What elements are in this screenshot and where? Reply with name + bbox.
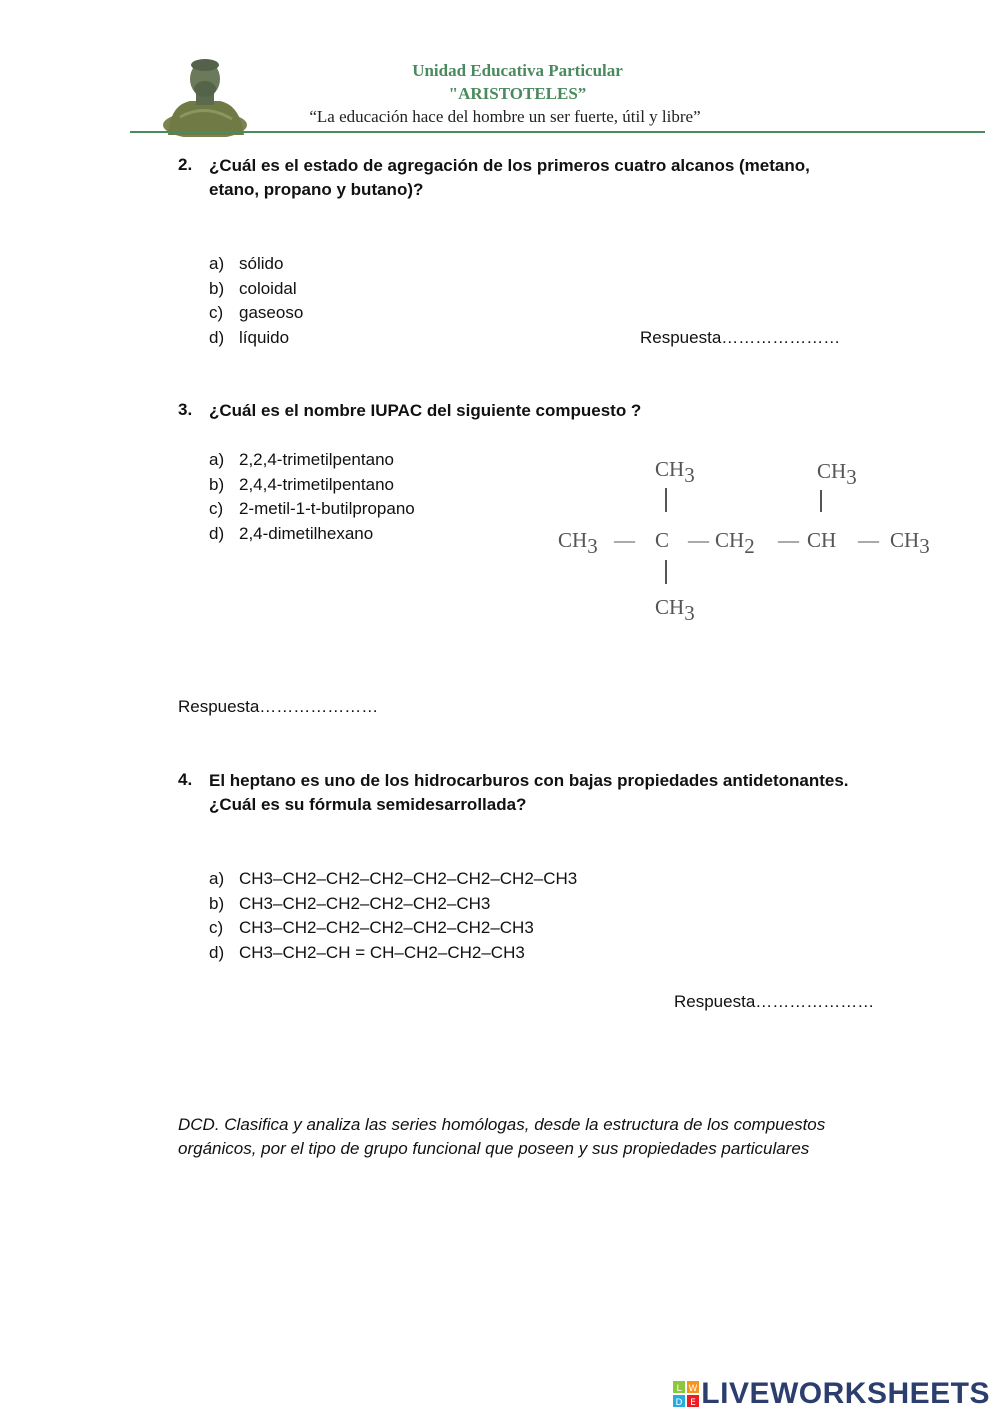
methyl-group-left: CH3 <box>558 528 598 558</box>
option-item <box>209 892 577 917</box>
option-item <box>209 497 415 522</box>
option-text: 2,4,4-trimetilpentano <box>239 474 394 494</box>
structural-formula <box>540 448 960 638</box>
option-text: gaseoso <box>239 303 304 322</box>
option-label: d) <box>209 327 225 347</box>
header-divider <box>130 131 985 133</box>
option-text: líquido <box>239 327 290 347</box>
option-label: c) <box>209 303 224 322</box>
option-label: b) <box>209 474 225 494</box>
school-subtitle: "ARISTOTELES” <box>448 84 587 103</box>
liveworksheets-brand[interactable] <box>673 1376 990 1412</box>
option-list <box>209 448 415 546</box>
option-item <box>209 867 577 892</box>
quaternary-carbon: C <box>655 528 670 552</box>
methyl-group-top-left: CH3 <box>655 457 695 487</box>
school-name: Unidad Educativa Particular <box>412 61 623 80</box>
answer-field[interactable]: Respuesta………………… <box>640 328 841 347</box>
option-item <box>209 916 577 941</box>
option-label: d) <box>209 942 225 962</box>
question-number: 3. <box>178 400 193 419</box>
option-item <box>209 941 577 966</box>
option-label: c) <box>209 918 224 937</box>
methine-group: CH <box>807 528 837 552</box>
option-list <box>209 867 577 965</box>
option-label: b) <box>209 893 225 913</box>
option-item <box>209 473 415 498</box>
methyl-group-top-right: CH3 <box>817 459 857 489</box>
methyl-group-bottom: CH3 <box>655 595 695 625</box>
option-label: c) <box>209 499 224 518</box>
aristotle-bust-logo <box>160 55 250 137</box>
school-motto: “La educación hace del hombre un ser fuerte, útil y libre” <box>309 107 701 126</box>
option-label: a) <box>209 869 225 888</box>
bond-horizontal: — <box>688 528 709 552</box>
answer-field[interactable]: Respuesta………………… <box>674 992 875 1011</box>
liveworksheets-logo-icon <box>673 1381 699 1407</box>
option-item <box>209 301 303 326</box>
option-text: CH3–CH2–CH2–CH2–CH2–CH2–CH2–CH3 <box>239 869 578 888</box>
option-text: CH3–CH2–CH2–CH2–CH2–CH3 <box>239 893 491 913</box>
bond-horizontal: — <box>614 528 635 552</box>
question-number: 4. <box>178 770 193 789</box>
option-label: b) <box>209 278 225 298</box>
option-item <box>209 448 415 473</box>
option-text: sólido <box>239 254 284 273</box>
option-text: CH3–CH2–CH = CH–CH2–CH2–CH3 <box>239 942 525 962</box>
option-text: coloidal <box>239 278 297 298</box>
option-item <box>209 326 303 351</box>
dcd-statement: DCD. Clasifica y analiza las series homólogas, desde la estructura de los compuestos orgánicos, por el tipo de grupo funcional que poseen y sus propiedades particulares <box>178 1115 826 1158</box>
option-list <box>209 252 303 350</box>
option-text: CH3–CH2–CH2–CH2–CH2–CH2–CH3 <box>239 918 534 937</box>
methylene-group: CH2 <box>715 528 755 558</box>
svg-text:E: E <box>690 1398 697 1407</box>
bond-horizontal: — <box>858 528 879 552</box>
option-item <box>209 277 303 302</box>
option-text: 2,2,4-trimetilpentano <box>239 450 394 469</box>
question-text: ¿Cuál es el estado de agregación de los primeros cuatro alcanos (metano, etano, propano y butano)? <box>209 156 810 199</box>
methyl-group-right: CH3 <box>890 528 930 558</box>
question-text: El heptano es uno de los hidrocarburos con bajas propiedades antidetonantes. ¿Cuál es su fórmula semidesarrollada? <box>209 771 849 814</box>
answer-field[interactable]: Respuesta………………… <box>178 697 379 716</box>
svg-text:W: W <box>688 1384 698 1394</box>
bond-horizontal: — <box>778 528 799 552</box>
option-item <box>209 252 303 277</box>
option-label: a) <box>209 450 225 469</box>
option-text: 2,4-dimetilhexano <box>239 523 374 543</box>
question-text: ¿Cuál es el nombre IUPAC del siguiente compuesto ? <box>209 401 642 420</box>
option-item <box>209 522 415 547</box>
svg-text:D: D <box>675 1398 683 1407</box>
brand-name: LIVEWORKSHEETS <box>701 1377 990 1410</box>
svg-text:L: L <box>676 1384 682 1394</box>
option-text: 2-metil-1-t-butilpropano <box>239 499 415 518</box>
option-label: d) <box>209 523 225 543</box>
question-number: 2. <box>178 155 193 174</box>
option-label: a) <box>209 254 225 273</box>
